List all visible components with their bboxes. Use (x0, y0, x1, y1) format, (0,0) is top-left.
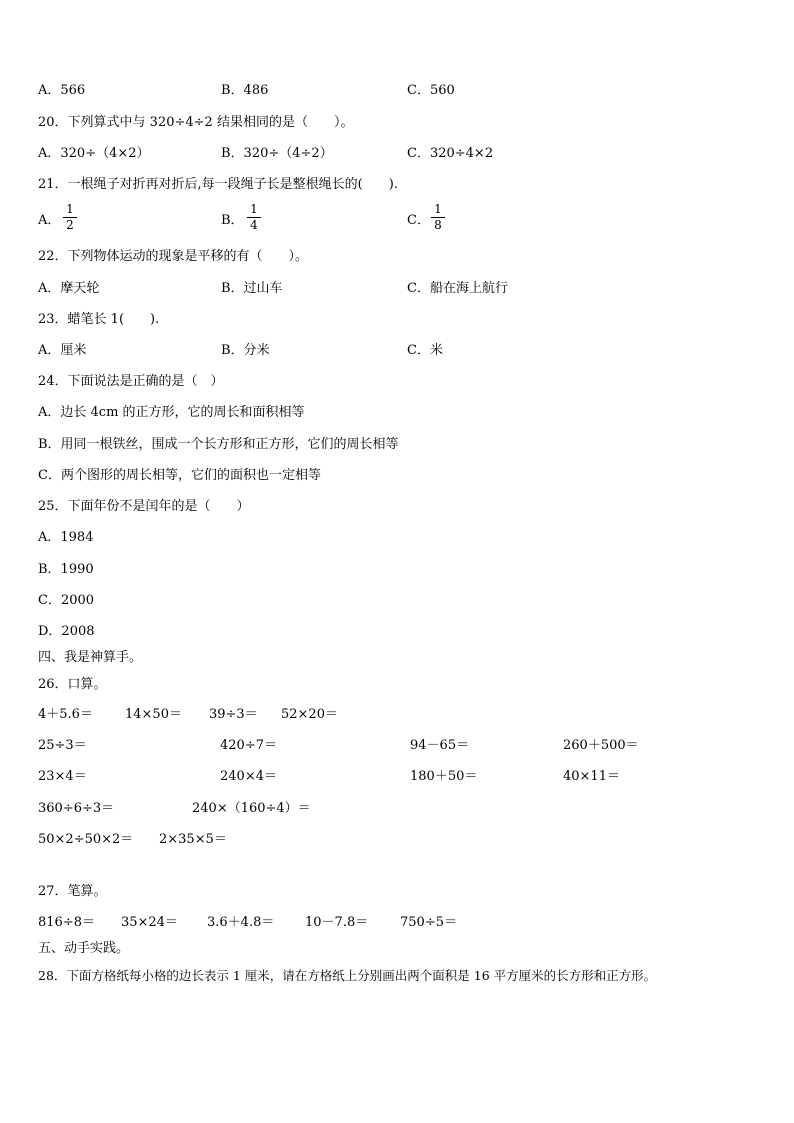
q21-option-c-numerator: 1 (431, 203, 445, 218)
q21-option-a-denominator: 2 (66, 218, 74, 232)
q21-stem: 21．一根绳子对折再对折后,每一段绳子长是整根绳长的( ). (38, 177, 398, 192)
q27-stem: 27．笔算。 (38, 884, 107, 899)
section4-heading: 四、我是神算手。 (38, 650, 143, 665)
q21-option-b-numerator: 1 (247, 203, 261, 218)
q26-row3-item2: 240×4＝ (220, 769, 277, 784)
q22-option-c: C．船在海上航行 (407, 281, 508, 296)
q23-option-a: A．厘米 (38, 343, 87, 358)
q26-row1-item4: 52×20＝ (281, 707, 338, 722)
q20-option-a: A．320÷（4×2） (38, 146, 150, 161)
q22-option-b: B．过山车 (221, 281, 283, 296)
q28-stem: 28．下面方格纸每小格的边长表示 1 厘米，请在方格纸上分别画出两个面积是 16 平方厘米的长方形和正方形。 (38, 968, 657, 983)
q24-stem: 24．下面说法是正确的是（ ） (38, 374, 224, 389)
q25-option-a: A．1984 (38, 530, 94, 545)
q21-option-a-fraction (63, 203, 77, 232)
q26-row5-item2: 2×35×5＝ (159, 832, 227, 847)
q21-option-a-numerator: 1 (63, 203, 77, 218)
q26-row3-item4: 40×11＝ (563, 769, 620, 784)
q21-option-c-label: C． (407, 213, 430, 228)
q20-option-c: C．320÷4×2 (407, 146, 494, 161)
q27-item3: 3.6＋4.8＝ (207, 915, 275, 930)
q25-option-b: B．1990 (38, 562, 94, 577)
q24-option-b: B．用同一根铁丝，围成一个长方形和正方形，它们的周长相等 (38, 437, 399, 452)
q21-option-b-fraction (247, 203, 261, 232)
q20-stem: 20．下列算式中与 320÷4÷2 结果相同的是（ ）。 (38, 115, 354, 130)
q19-option-b: B．486 (221, 83, 269, 98)
q26-row1-item3: 39÷3＝ (209, 707, 258, 722)
q21-option-b-label: B． (221, 213, 244, 228)
q19-option-c: C．560 (407, 83, 455, 98)
q23-stem: 23．蜡笔长 1( ). (38, 312, 160, 327)
q26-row1-item1: 4＋5.6＝ (38, 707, 93, 722)
q26-row2-item4: 260＋500＝ (563, 738, 639, 753)
q25-stem: 25．下面年份不是闰年的是（ ） (38, 499, 250, 514)
section5-heading: 五、动手实践。 (38, 941, 130, 956)
q26-row3-item3: 180＋50＝ (410, 769, 478, 784)
q26-row5-item1: 50×2÷50×2＝ (38, 832, 134, 847)
q25-option-d: D．2008 (38, 624, 95, 639)
q23-option-c: C．米 (407, 343, 443, 358)
q26-row4-item1: 360÷6÷3＝ (38, 801, 115, 816)
q22-option-a: A．摩天轮 (38, 281, 100, 296)
q19-option-a: A．566 (38, 83, 86, 98)
q26-row2-item3: 94－65＝ (410, 738, 470, 753)
q21-option-c-fraction (431, 203, 445, 232)
q26-row3-item1: 23×4＝ (38, 769, 87, 784)
q27-item2: 35×24＝ (121, 915, 178, 930)
q25-option-c: C．2000 (38, 593, 95, 608)
q21-option-a-label: A． (38, 213, 61, 228)
q26-row2-item1: 25÷3＝ (38, 738, 87, 753)
q24-option-c: C．两个图形的周长相等，它们的面积也一定相等 (38, 468, 321, 483)
q27-item5: 750÷5＝ (400, 915, 457, 930)
q21-option-c-denominator: 8 (434, 218, 442, 232)
q26-stem: 26．口算。 (38, 677, 107, 692)
q26-row1-item2: 14×50＝ (125, 707, 182, 722)
q27-item1: 816÷8＝ (38, 915, 95, 930)
q26-row4-item2: 240×（160÷4）＝ (192, 801, 311, 816)
q27-item4: 10－7.8＝ (305, 915, 369, 930)
q23-option-b: B．分米 (221, 343, 270, 358)
q26-row2-item2: 420÷7＝ (220, 738, 277, 753)
q22-stem: 22．下列物体运动的现象是平移的有（ ）。 (38, 249, 309, 264)
q20-option-b: B．320÷（4÷2） (221, 146, 333, 161)
q21-option-b-denominator: 4 (250, 218, 258, 232)
q24-option-a: A．边长 4cm 的正方形，它的周长和面积相等 (38, 405, 305, 420)
